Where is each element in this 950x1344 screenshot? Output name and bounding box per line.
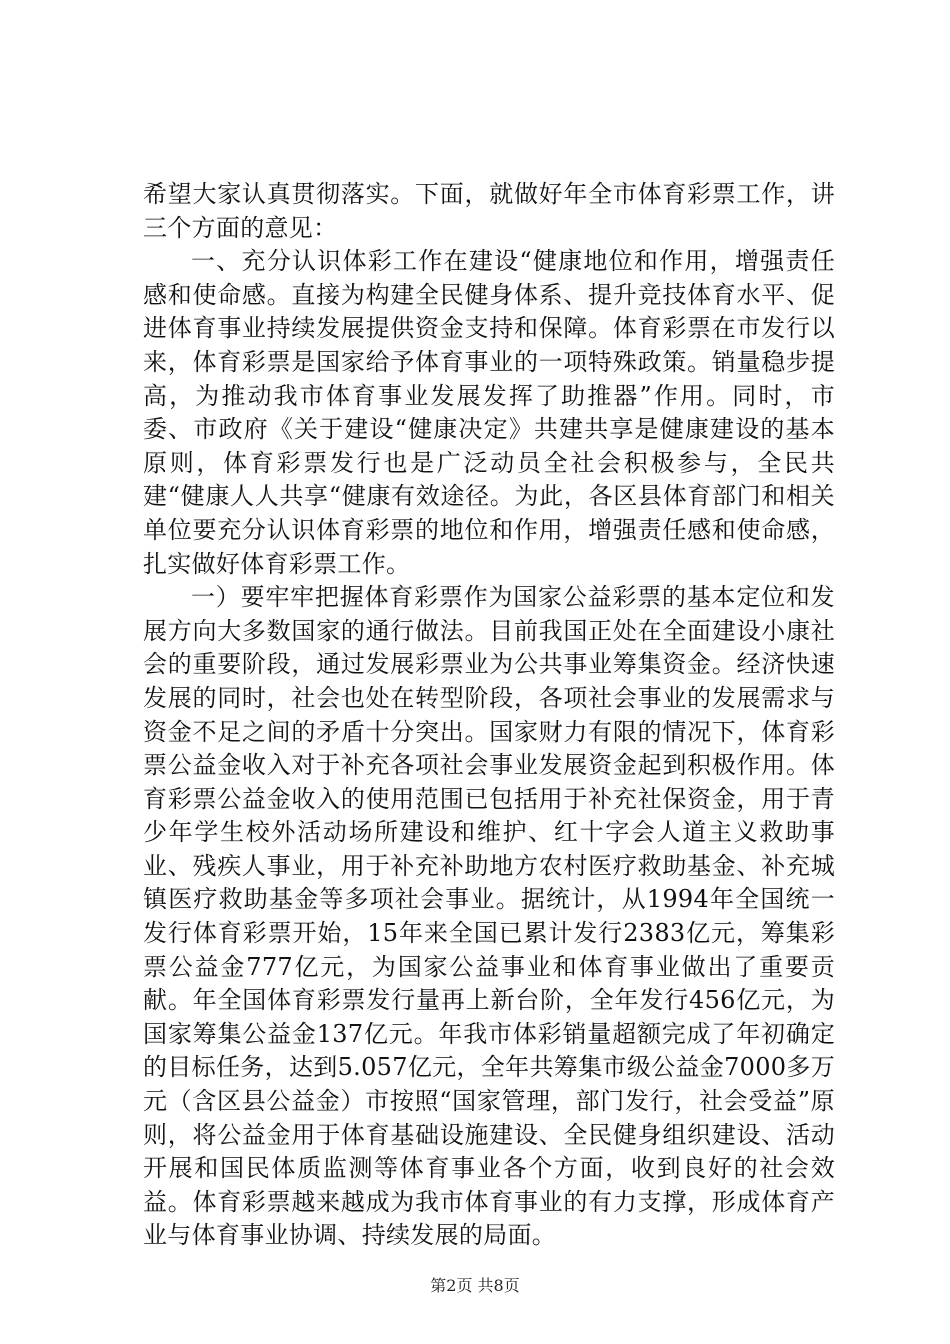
paragraph-section-one: 一、充分认识体彩工作在建设“健康地位和作用，增强责任感和使命感。直接为构建全民健身体系、提升竞技体育水平、促进体育事业持续发展提供资金支持和保障。体育彩票在市发行以来，体育彩票是国家给予体育事业的一项特殊政策。销量稳步提高，为推动我市体育事业发展发挥了助推器”作用。同时，市委、市政府《关于建设“健康决定》共建共享是健康建设的基本原则，体育彩票发行也是广泛动员全社会积极参与，全民共建“健康人人共享“健康有效途径。为此，各区县体育部门和相关单位要充分认识体育彩票的地位和作用，增强责任感和使命感，扎实做好体育彩票工作。 bbox=[143, 247, 835, 578]
page-number-footer: 第2页 共8页 bbox=[430, 1276, 520, 1295]
paragraph-intro: 希望大家认真贯彻落实。下面，就做好年全市体育彩票工作，讲三个方面的意见： bbox=[143, 180, 835, 242]
paragraph-subsection-one: 一）要牢牢把握体育彩票作为国家公益彩票的基本定位和发展方向大多数国家的通行做法。目前我国正处在全面建设小康社会的重要阶段，通过发展彩票业为公共事业筹集资金。经济快速发展的同时，社会也处在转型阶段，各项社会事业的发展需求与资金不足之间的矛盾十分突出。国家财力有限的情况下，体育彩票公益金收入对于补充各项社会事业发展资金起到积极作用。体育彩票公益金收入的使用范围已包括用于补充社保资金，用于青少年学生校外活动场所建设和维护、红十字会人道主义救助事业、残疾人事业，用于补充补助地方农村医疗救助基金、补充城镇医疗救助基金等多项社会事业。据统计，从1994年全国统一发行体育彩票开始，15年来全国已累计发行2383亿元，筹集彩票公益金777亿元，为国家公益事业和体育事业做出了重要贡献。年全国体育彩票发行量再上新台阶，全年发行456亿元，为国家筹集公益金137亿元。年我市体彩销量超额完成了年初确定的目标任务，达到5.057亿元，全年共筹集市级公益金7000多万元（含区县公益金）市按照“国家管理，部门发行，社会受益”原则，将公益金用于体育基础设施建设、全民健身组织建设、活动开展和国民体质监测等体育事业各个方面，收到良好的社会效益。体育彩票越来越成为我市体育事业的有力支撑，形成体育产业与体育事业协调、持续发展的局面。 bbox=[143, 583, 835, 1250]
document-body bbox=[143, 178, 835, 1253]
